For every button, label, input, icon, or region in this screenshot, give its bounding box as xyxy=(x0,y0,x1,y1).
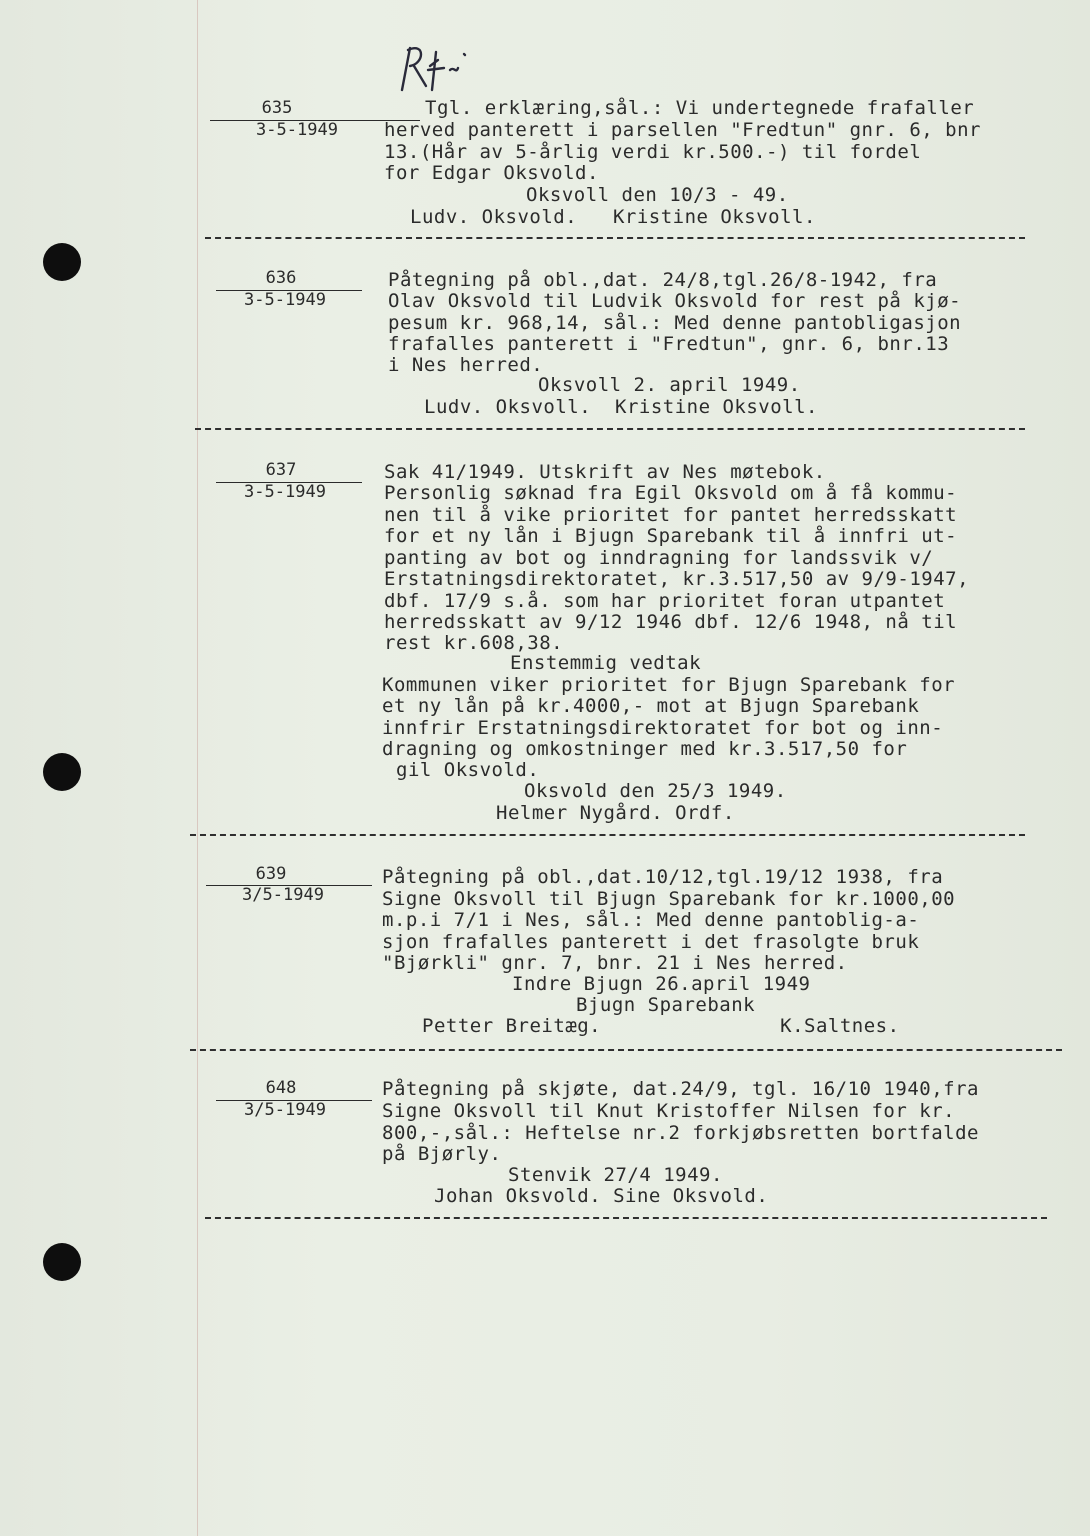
entry-signatures: Petter Breitæg. K.Saltnes. xyxy=(422,1015,900,1037)
entry-separator xyxy=(190,834,1025,836)
entry-date: 3/5-1949 xyxy=(244,1100,326,1120)
entry-separator xyxy=(205,237,1025,239)
entry-text-line: i Nes herred. xyxy=(388,354,544,376)
entry-text-line: dragning og omkostninger med kr.3.517,50 for xyxy=(382,738,908,760)
entry-separator xyxy=(205,1217,1047,1219)
entry-separator xyxy=(190,1049,1062,1051)
margin-line xyxy=(197,0,198,1536)
entry-number: 637 xyxy=(265,460,297,480)
entry-text-line: Påtegning på skjøte, dat.24/9, tgl. 16/10 1940,fra xyxy=(382,1078,979,1100)
entry-text-line: frafalles panterett i "Fredtun", gnr. 6, bnr.13 xyxy=(388,333,950,355)
entry-text-line: 13.(Hår av 5-årlig verdi kr.500.-) til fordel xyxy=(384,141,922,163)
entry-signatures: Ludv. Oksvold. Kristine Oksvoll. xyxy=(410,206,816,228)
entry-text-line: nen til å vike prioritet for pantet herredsskatt xyxy=(384,504,958,526)
entry-resolution-heading: Enstemmig vedtak xyxy=(510,652,702,674)
entry-number: 648 xyxy=(265,1078,297,1098)
entry-text-line: Kommunen viker prioritet for Bjugn Sparebank for xyxy=(382,674,956,696)
entry-signatures: Ludv. Oksvoll. Kristine Oksvoll. xyxy=(424,396,818,418)
entry-text-line: Signe Oksvoll til Bjugn Sparebank for kr.1000,00 xyxy=(382,888,956,910)
entry-date: 3-5-1949 xyxy=(256,120,338,140)
entry-text-line: Signe Oksvoll til Knut Kristoffer Nilsen for kr. xyxy=(382,1100,956,1122)
entry-text-line: et ny lån på kr.4000,- mot at Bjugn Sparebank xyxy=(382,695,920,717)
handwritten-initials xyxy=(392,40,492,100)
entry-text-line: på Bjørly. xyxy=(382,1143,502,1165)
entry-separator xyxy=(195,428,1025,430)
entry-text-line: for Edgar Oksvold. xyxy=(384,162,599,184)
entry-date: 3-5-1949 xyxy=(244,290,326,310)
entry-text-line: sjon frafalles panterett i det frasolgte bruk xyxy=(382,931,920,953)
entry-text-line: Tgl. erklæring,sål.: Vi undertegnede frafaller xyxy=(425,97,975,119)
entry-text-line: Erstatningsdirektoratet, kr.3.517,50 av 9/9-1947, xyxy=(384,568,970,590)
entry-text-line: 800,-,sål.: Heftelse nr.2 forkjøbsretten bortfalde xyxy=(382,1122,979,1144)
punch-hole xyxy=(43,753,81,791)
entry-text-line: "Bjørkli" gnr. 7, bnr. 21 i Nes herred. xyxy=(382,952,848,974)
entry-date: 3-5-1949 xyxy=(244,482,326,502)
entry-place-date: Stenvik 27/4 1949. xyxy=(508,1164,723,1186)
punch-hole xyxy=(43,1243,81,1281)
entry-text-line: herredsskatt av 9/12 1946 dbf. 12/6 1948, nå til xyxy=(384,611,958,633)
entry-date: 3/5-1949 xyxy=(242,885,324,905)
entry-place-date: Oksvoll den 10/3 - 49. xyxy=(526,184,789,206)
entry-text-line: innfrir Erstatningsdirektoratet for bot og inn- xyxy=(382,717,944,739)
entry-signatures: Johan Oksvold. Sine Oksvold. xyxy=(434,1185,769,1207)
entry-text-line: m.p.i 7/1 i Nes, sål.: Med denne pantoblig-a- xyxy=(382,909,920,931)
entry-text-line: pesum kr. 968,14, sål.: Med denne pantobligasjon xyxy=(388,312,962,334)
entry-text-line: gil Oksvold. xyxy=(396,759,540,781)
entry-number: 635 xyxy=(261,98,293,118)
entry-text-line: Sak 41/1949. Utskrift av Nes møtebok. xyxy=(384,461,826,483)
entry-issuer: Bjugn Sparebank xyxy=(576,994,756,1016)
entry-place-date: Indre Bjugn 26.april 1949 xyxy=(512,973,811,995)
entry-text-line: Påtegning på obl.,dat.10/12,tgl.19/12 1938, fra xyxy=(382,866,944,888)
entry-text-line: Olav Oksvold til Ludvik Oksvold for rest på kjø- xyxy=(388,290,962,312)
entry-text-line: Personlig søknad fra Egil Oksvold om å få kommu- xyxy=(384,482,958,504)
entry-text-line: Påtegning på obl.,dat. 24/8,tgl.26/8-1942, fra xyxy=(388,269,938,291)
entry-place-date: Oksvold den 25/3 1949. xyxy=(524,780,787,802)
entry-text-line: dbf. 17/9 s.å. som har prioritet foran utpantet xyxy=(384,590,946,612)
entry-text-line: herved panterett i parsellen "Fredtun" gnr. 6, bnr xyxy=(384,119,981,141)
punch-hole xyxy=(43,243,81,281)
entry-number: 636 xyxy=(265,268,297,288)
entry-text-line: panting av bot og inndragning for landssvik v/ xyxy=(384,547,934,569)
entry-text-line: rest kr.608,38. xyxy=(384,632,564,654)
entry-number: 639 xyxy=(255,864,287,884)
entry-place-date: Oksvoll 2. april 1949. xyxy=(538,374,801,396)
entry-signatures: Helmer Nygård. Ordf. xyxy=(496,802,735,824)
entry-text-line: for et ny lån i Bjugn Sparebank til å innfri ut- xyxy=(384,525,958,547)
